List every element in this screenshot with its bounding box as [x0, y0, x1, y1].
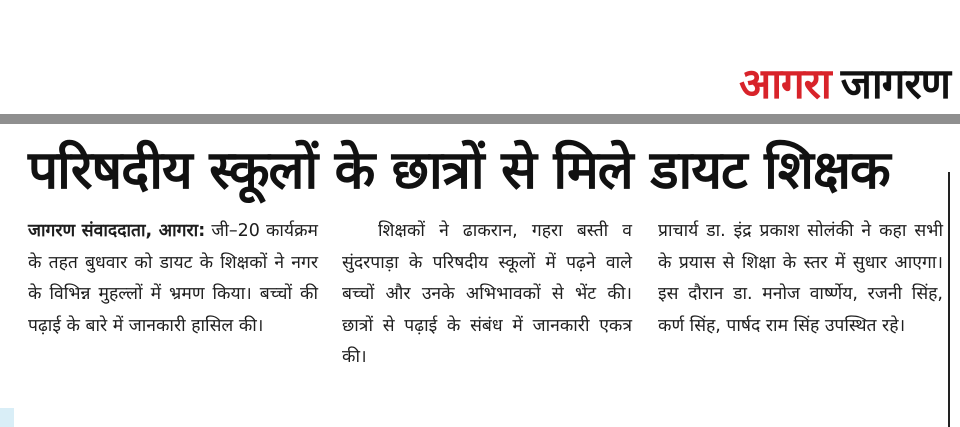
article-column-2: [342, 216, 632, 374]
article-column-2-text: शिक्षकों ने ढाकरान, गहरा बस्ती व सुंदरपाड़ा के परिषदीय स्कूलों में पढ़ने वाले बच्चों और उनके अभिभावकों से भेंट की। छात्रों से पढ़ाई के संबंध में जानकारी एकत्र की।: [342, 221, 632, 367]
header-rule: [0, 114, 960, 124]
masthead-logo: [739, 58, 950, 110]
scan-edge-mark: [0, 408, 14, 427]
article-column-3-text: प्राचार्य डा. इंद्र प्रकाश सोलंकी ने कहा सभी के प्रयास से शिक्षा के स्तर में सुधार आएगा। इस दौरान डा. मनोज वार्ष्णेय, रजनी सिंह, कर्ण सिंह, पार्षद राम सिंह उपस्थित रहे।: [658, 221, 943, 336]
article-headline: परिषदीय स्कूलों के छात्रों से मिले डायट शिक्षक: [28, 140, 890, 201]
article-column-1-text: जी–20 कार्यक्रम के तहत बुधवार को डायट के शिक्षकों ने नगर के विभिन्न मुहल्लों में भ्रमण किया। बच्चों की पढ़ाई के बारे में जानकारी हासिल की।: [28, 221, 318, 336]
masthead-paper-name: जागरण: [840, 59, 950, 108]
column-divider: [948, 172, 950, 427]
article-column-1: [28, 216, 318, 342]
article-column-3: [658, 216, 943, 342]
masthead-city: आगरा: [739, 59, 831, 108]
article-byline: जागरण संवाददाता, आगरा:: [28, 221, 206, 241]
